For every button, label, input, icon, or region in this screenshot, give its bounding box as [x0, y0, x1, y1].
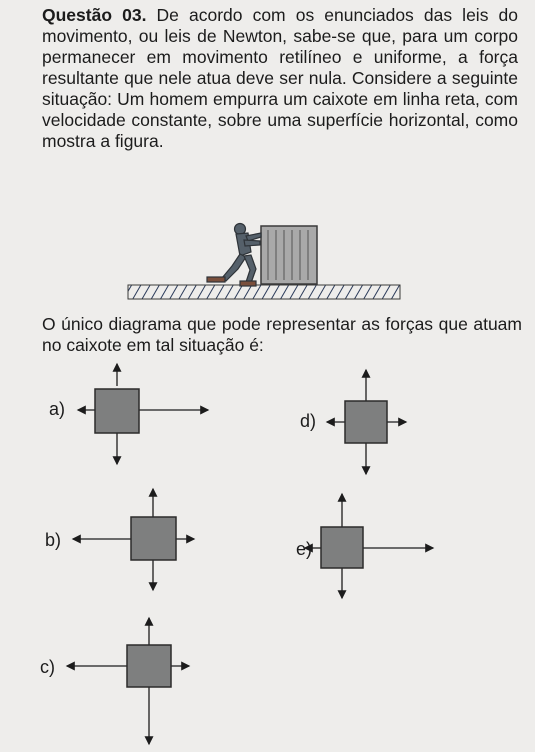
question-heading: Questão 03.: [42, 5, 147, 25]
diagram-b: [73, 489, 194, 590]
crate: [261, 226, 317, 284]
option-b-label[interactable]: b): [45, 530, 62, 550]
diagram-d: [327, 370, 406, 474]
box: [95, 389, 139, 433]
box: [345, 401, 387, 443]
man-pushing: [207, 224, 261, 287]
question-prompt: O único diagrama que pode representar as forças que atuam no caixote em tal situação é:: [42, 314, 522, 355]
box: [321, 527, 363, 568]
diagram-e: [305, 494, 433, 598]
floor: [128, 285, 400, 299]
diagram-a: [78, 364, 208, 464]
option-e-label[interactable]: e): [296, 539, 313, 559]
box: [127, 645, 171, 687]
option-c-label[interactable]: c): [40, 657, 55, 677]
option-a-label[interactable]: a): [49, 399, 66, 419]
box: [131, 517, 176, 560]
diagram-c: [67, 618, 189, 744]
question-body: De acordo com os enunciados das leis do movimento, ou leis de Newton, sabe-se que, para um corpo permanecer em movimento retilíneo e uniforme, a força resultante que nele atua deve ser nula. Considere a seguinte situação: Um homem empurra um caixote em linha reta, com velocidade constante, sobre uma superfície horizontal, como mostra a figura.: [42, 5, 518, 151]
scene-figure: [128, 224, 400, 300]
option-d-label[interactable]: d): [300, 411, 317, 431]
